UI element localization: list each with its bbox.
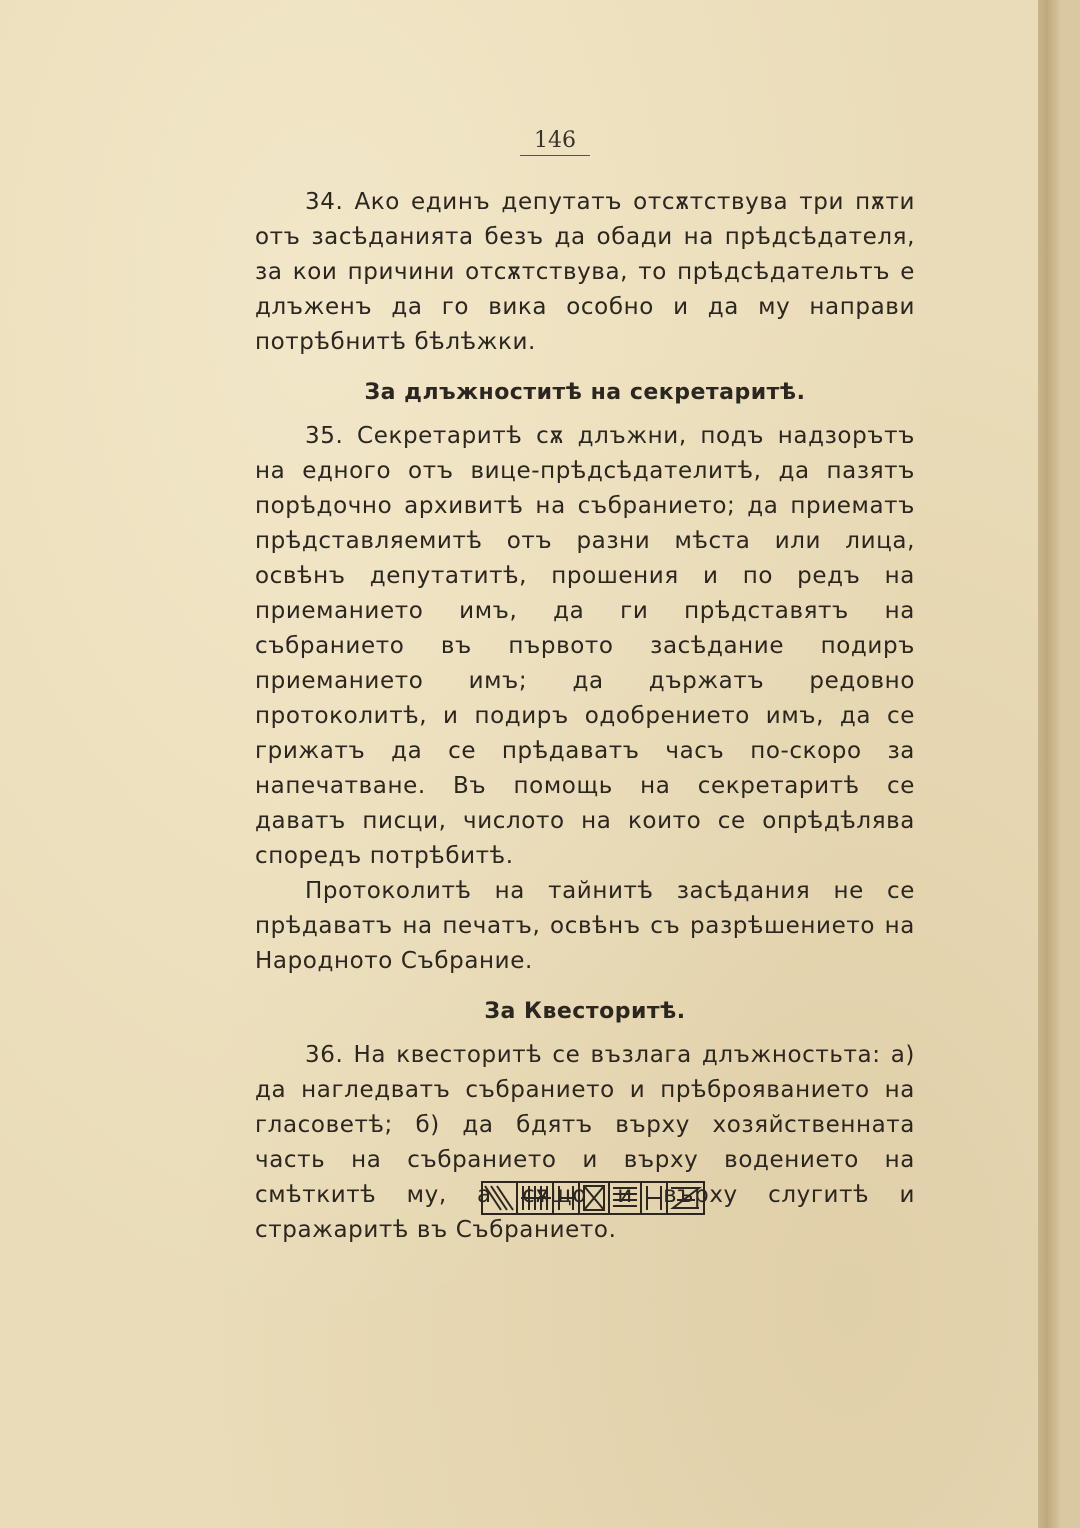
paragraph-36: 36. На квесторитѣ се възлага длъжностьта: а) да нагледватъ събранието и прѣброяванието на гласоветѣ; б) да бдятъ върху хозяйственната часть на събранието и върху водението на смѣткитѣ му, а сѫщо и върху слугитѣ и стражаритѣ въ Събранието. bbox=[255, 1042, 915, 1243]
paragraph-34: 34. Ако единъ депутатъ отсѫтствува три пѫти отъ засѣданията безъ да обади на прѣдсѣдателя, за кои причини отсѫтствува, то прѣдсѣдательтъ е длъженъ да го вика особно и да му направи потрѣбнитѣ бѣлѣжки. bbox=[255, 189, 915, 355]
page-edge bbox=[1038, 0, 1060, 1528]
paragraph-35: 35. Секретаритѣ сѫ длъжни, подъ надзорътъ на едного отъ вице-прѣдсѣдателитѣ, да пазятъ порѣдочно архивитѣ на събранието; да приематъ прѣдставляемитѣ отъ разни мѣста или лица, освѣнъ депутатитѣ, прошения и по редъ на приеманието имъ, да ги прѣдставятъ на събранието въ първото засѣдание подиръ приеманието имъ; да държатъ редовно протоколитѣ, и подиръ одобрението имъ, да се грижатъ да се прѣдаватъ часъ по-скоро за напечатване. Въ помощь на секретаритѣ се даватъ писци, числото на които се опрѣдѣлява споредъ потрѣбитѣ. bbox=[255, 423, 915, 869]
page-number: 146 bbox=[520, 128, 590, 156]
paragraph-35-continued: Протоколитѣ на тайнитѣ засѣдания не се прѣдаватъ на печатъ, освѣнъ съ разрѣшението на Народното Събрание. bbox=[255, 878, 915, 974]
heading-questors: За Квесторитѣ. bbox=[484, 999, 686, 1024]
heading-secretaries: За длъжноститѣ на секретаритѣ. bbox=[364, 380, 806, 405]
page-body bbox=[255, 185, 915, 1248]
decorative-ornament-icon bbox=[481, 1180, 705, 1216]
